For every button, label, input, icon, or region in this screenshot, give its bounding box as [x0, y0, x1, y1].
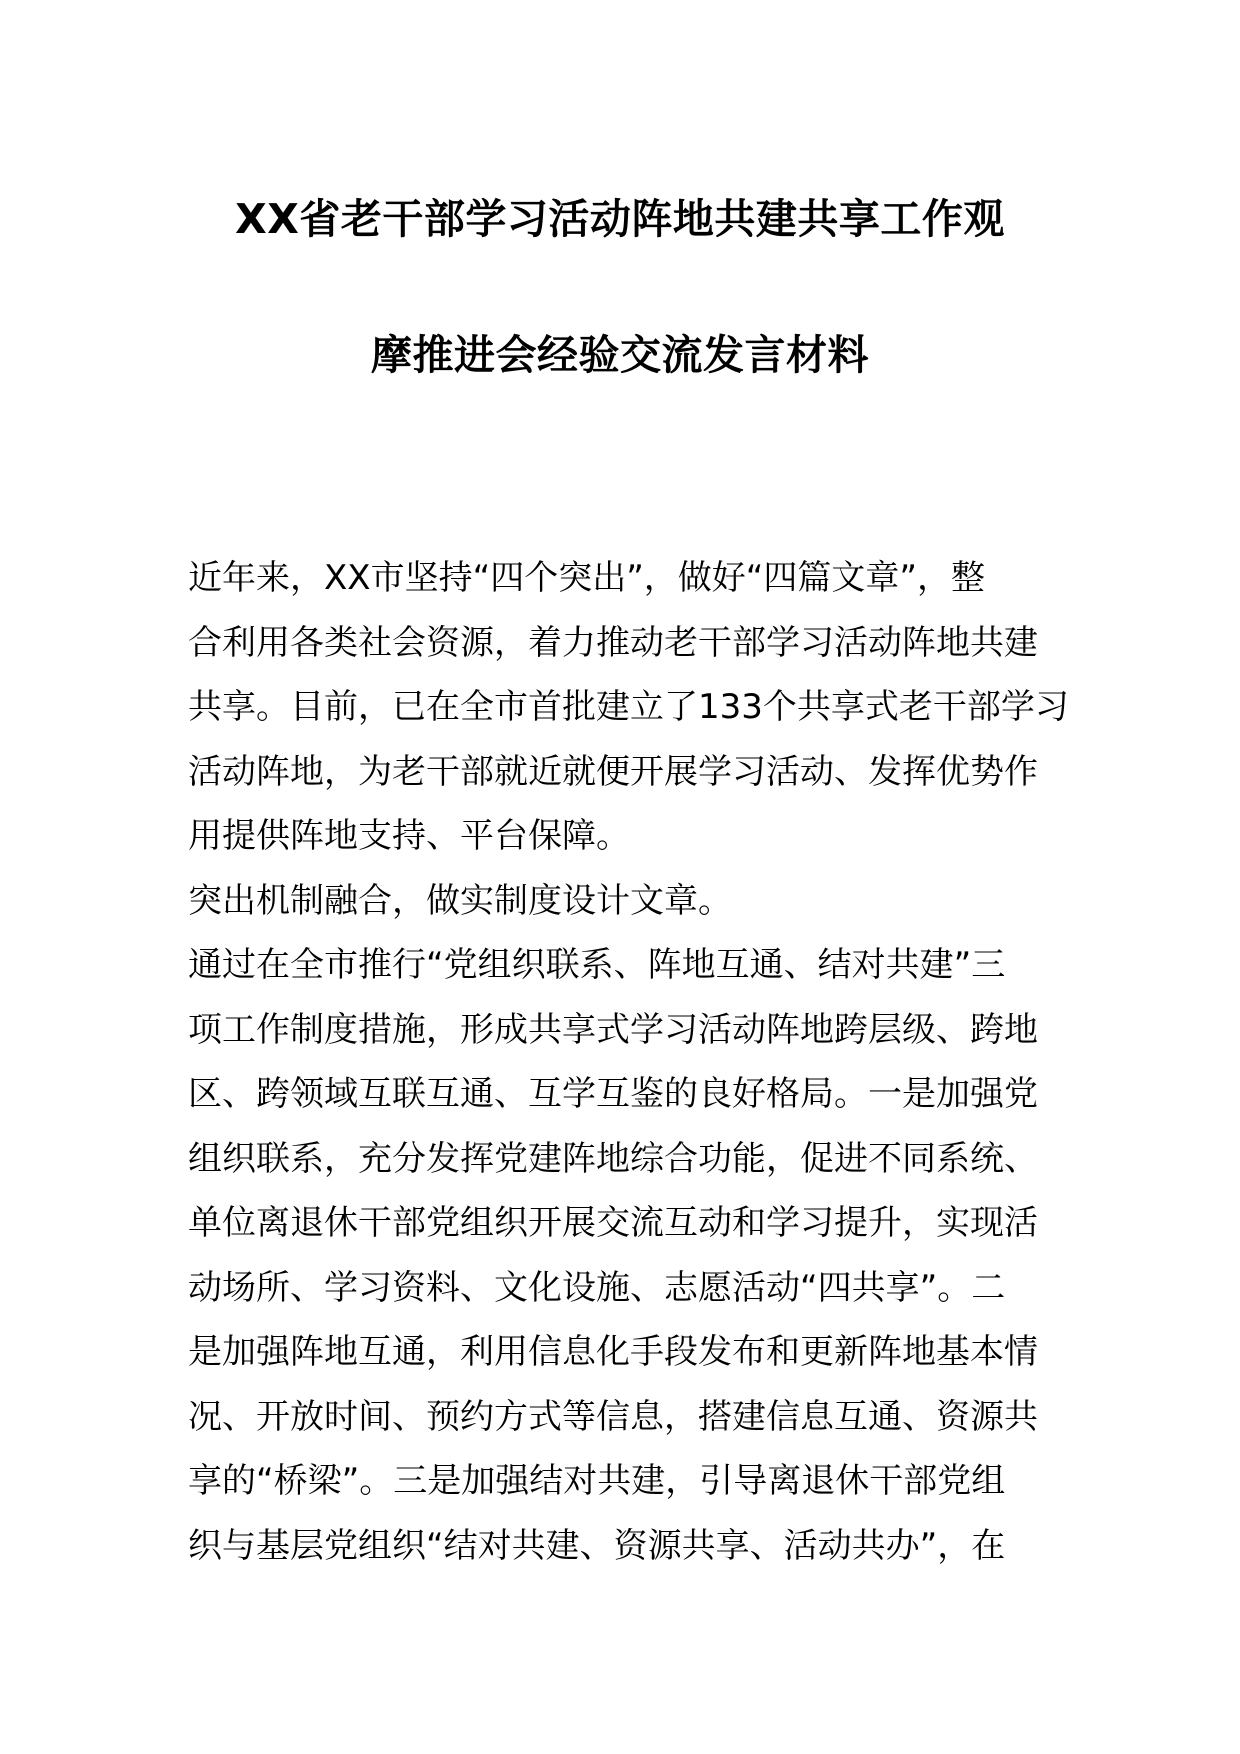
document-title — [150, 190, 1090, 384]
text-line: 组织联系，充分发挥党建阵地综合功能，促进不同系统、 — [188, 1138, 1038, 1179]
text-line: 织与基层党组织“结对共建、资源共享、活动共办”，在 — [188, 1525, 1006, 1566]
title-line-1: XX省老干部学习活动阵地共建共享工作观 — [235, 195, 1005, 243]
paragraph-intro — [188, 546, 1069, 869]
text-line: 区、跨领域互联互通、互学互鉴的良好格局。一是加强党 — [188, 1074, 1038, 1114]
text-line: 动场所、学习资料、文化设施、志愿活动“四共享”。二 — [188, 1267, 1006, 1308]
text-line: 享的“桥梁”。三是加强结对共建，引导离退休干部党组 — [188, 1461, 1006, 1501]
text-line: 合利用各类社会资源，着力推动老干部学习活动阵地共建 — [188, 622, 1038, 663]
text-line: 是加强阵地互通，利用信息化手段发布和更新阵地基本情 — [188, 1332, 1038, 1372]
text-line: 突出机制融合，做实制度设计文章。 — [188, 880, 732, 921]
text-line: 单位离退休干部党组织开展交流互动和学习提升，实现活 — [188, 1203, 1038, 1243]
document-body — [188, 546, 1069, 1578]
text-line: 用提供阵地支持、平台保障。 — [188, 816, 630, 856]
section-heading — [188, 869, 1052, 934]
text-line: 共享。目前，已在全市首批建立了133个共享式老干部学习 — [188, 687, 1069, 727]
text-line: 项工作制度措施，形成共享式学习活动阵地跨层级、跨地 — [188, 1009, 1038, 1050]
text-line: 活动阵地，为老干部就近就便开展学习活动、发挥优势作 — [188, 751, 1038, 792]
text-line: 通过在全市推行“党组织联系、阵地互通、结对共建”三 — [188, 945, 1006, 985]
title-line-2: 摩推进会经验交流发言材料 — [371, 331, 869, 379]
paragraph-mechanism — [188, 933, 1052, 1578]
text-line: 近年来，XX市坚持“四个突出”，做好“四篇文章”，整 — [188, 558, 986, 598]
text-line: 况、开放时间、预约方式等信息，搭建信息互通、资源共 — [188, 1396, 1038, 1437]
